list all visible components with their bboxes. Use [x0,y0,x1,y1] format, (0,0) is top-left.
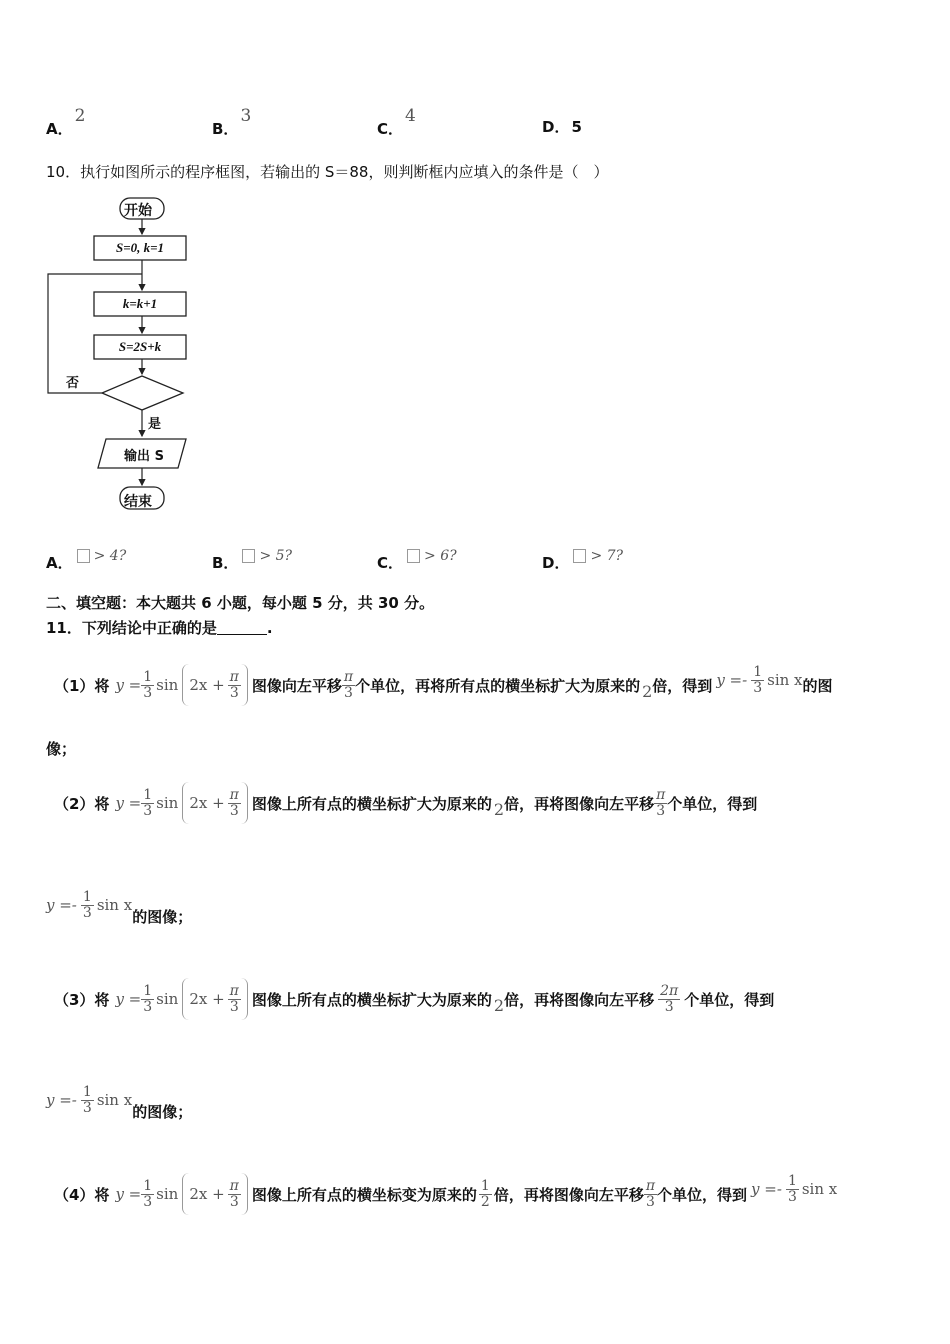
flow-step1-label: k=k+1 [122,296,158,311]
q9-option-c [377,104,416,139]
option-value: 4 [405,105,416,126]
option-label: A． [46,554,73,572]
option-label: A． [46,120,73,138]
q9-option-a [46,104,85,139]
placeholder-box-icon [573,549,586,563]
flow-init-label: S=0, k=1 [115,240,165,255]
formula-original: y = $\frac{1}{3}$ sin 2x + $\frac{\pi}{3}$ [115,978,247,1020]
scale-fraction: $\frac{1}{2}$ [480,1177,490,1210]
shift-fraction: $\frac{\pi}{3}$ [656,786,666,819]
option-label: C． [377,120,404,138]
statement-1: （1）将 y = $\frac{1}{3}$ sin 2x + $\frac{\pi}{3}$ 图像向左平移 $\frac{\pi}{3}$ 个单位，再将所有点的横坐标扩大为原来的 2 倍，得到 y =- $\frac{1}{3}$ sin x 的图 [54,652,833,718]
section-header: 二、填空题：本大题共 6 小题，每小题 5 分，共 30 分。 [46,594,435,612]
option-label: D． [542,554,570,572]
flow-step2-label: S=2S+k [118,339,162,354]
option-condition: > 7? [573,548,623,564]
statement-3-cont: y =- $\frac{1}{3}$ sin x 的图像； [46,1083,193,1121]
flow-output-label: 输出 S [124,449,164,464]
option-label: B． [212,554,239,572]
q10-option-a [46,538,126,573]
option-value: 2 [74,105,86,126]
flow-end-label: 结束 [124,494,152,510]
q9-option-d [542,116,582,137]
q10-option-c [377,538,457,573]
statement-2-cont: y =- $\frac{1}{3}$ sin x 的图像； [46,888,193,926]
formula-original: y = $\frac{1}{3}$ sin 2x + $\frac{\pi}{3}$ [115,1173,247,1215]
formula-result: y =- $\frac{1}{3}$ sin x [716,663,803,696]
flow-start-label: 开始 [124,203,152,219]
flow-yes-label: 是 [148,417,162,432]
placeholder-box-icon [407,549,420,563]
statement-3: （3）将 y = $\frac{1}{3}$ sin 2x + $\frac{\pi}{3}$ 图像上所有点的横坐标扩大为原来的 2 倍，再将图像向左平移 $\frac{2\pi}{3}$ 个单位，得到 [54,966,774,1032]
q10-option-b [212,538,292,573]
option-value: 5 [571,117,582,136]
option-condition: > 6? [407,548,457,564]
statement-2: （2）将 y = $\frac{1}{3}$ sin 2x + $\frac{\pi}{3}$ 图像上所有点的横坐标扩大为原来的 2 倍，再将图像向左平移 $\frac{\pi}{3}$ 个单位，得到 [54,770,757,836]
option-condition: > 5? [242,548,292,564]
formula-result: y =- $\frac{1}{3}$ sin x [46,888,133,921]
formula-original: y = $\frac{1}{3}$ sin 2x + $\frac{\pi}{3}$ [115,664,247,706]
option-condition: > 4? [77,548,127,564]
statement-1-cont: 像； [46,740,77,758]
shift-fraction: $\frac{\pi}{3}$ [343,668,354,701]
shift-fraction: $\frac{2\pi}{3}$ [660,982,679,1015]
option-value: 3 [240,105,252,126]
decision-diamond [102,376,183,410]
answer-blank[interactable] [217,620,267,635]
q11-stem: 11．下列结论中正确的是 . [46,618,273,637]
option-label: D． [542,118,570,136]
formula-result: y =- $\frac{1}{3}$ sin x [46,1083,133,1116]
option-label: C． [377,554,404,572]
placeholder-box-icon [242,549,255,563]
formula-original: y = $\frac{1}{3}$ sin 2x + $\frac{\pi}{3}$ [115,782,247,824]
flow-no-label: 否 [66,376,80,391]
q9-option-b [212,104,251,139]
q10-stem: 10．执行如图所示的程序框图，若输出的 S＝88，则判断框内应填入的条件是（ ） [46,163,609,181]
q10-option-d [542,538,623,573]
shift-fraction: $\frac{\pi}{3}$ [645,1177,656,1210]
formula-result: y =- $\frac{1}{3}$ sin x [751,1172,838,1205]
placeholder-box-icon [77,549,90,563]
option-label: B． [212,120,239,138]
statement-4: （4）将 y = $\frac{1}{3}$ sin 2x + $\frac{\pi}{3}$ 图像上所有点的横坐标变为原来的 $\frac{1}{2}$ 倍，再将图像向左平移 $\frac{\pi}{3}$ 个单位，得到 y =- $\frac{1}{3}$ sin x [54,1161,837,1227]
